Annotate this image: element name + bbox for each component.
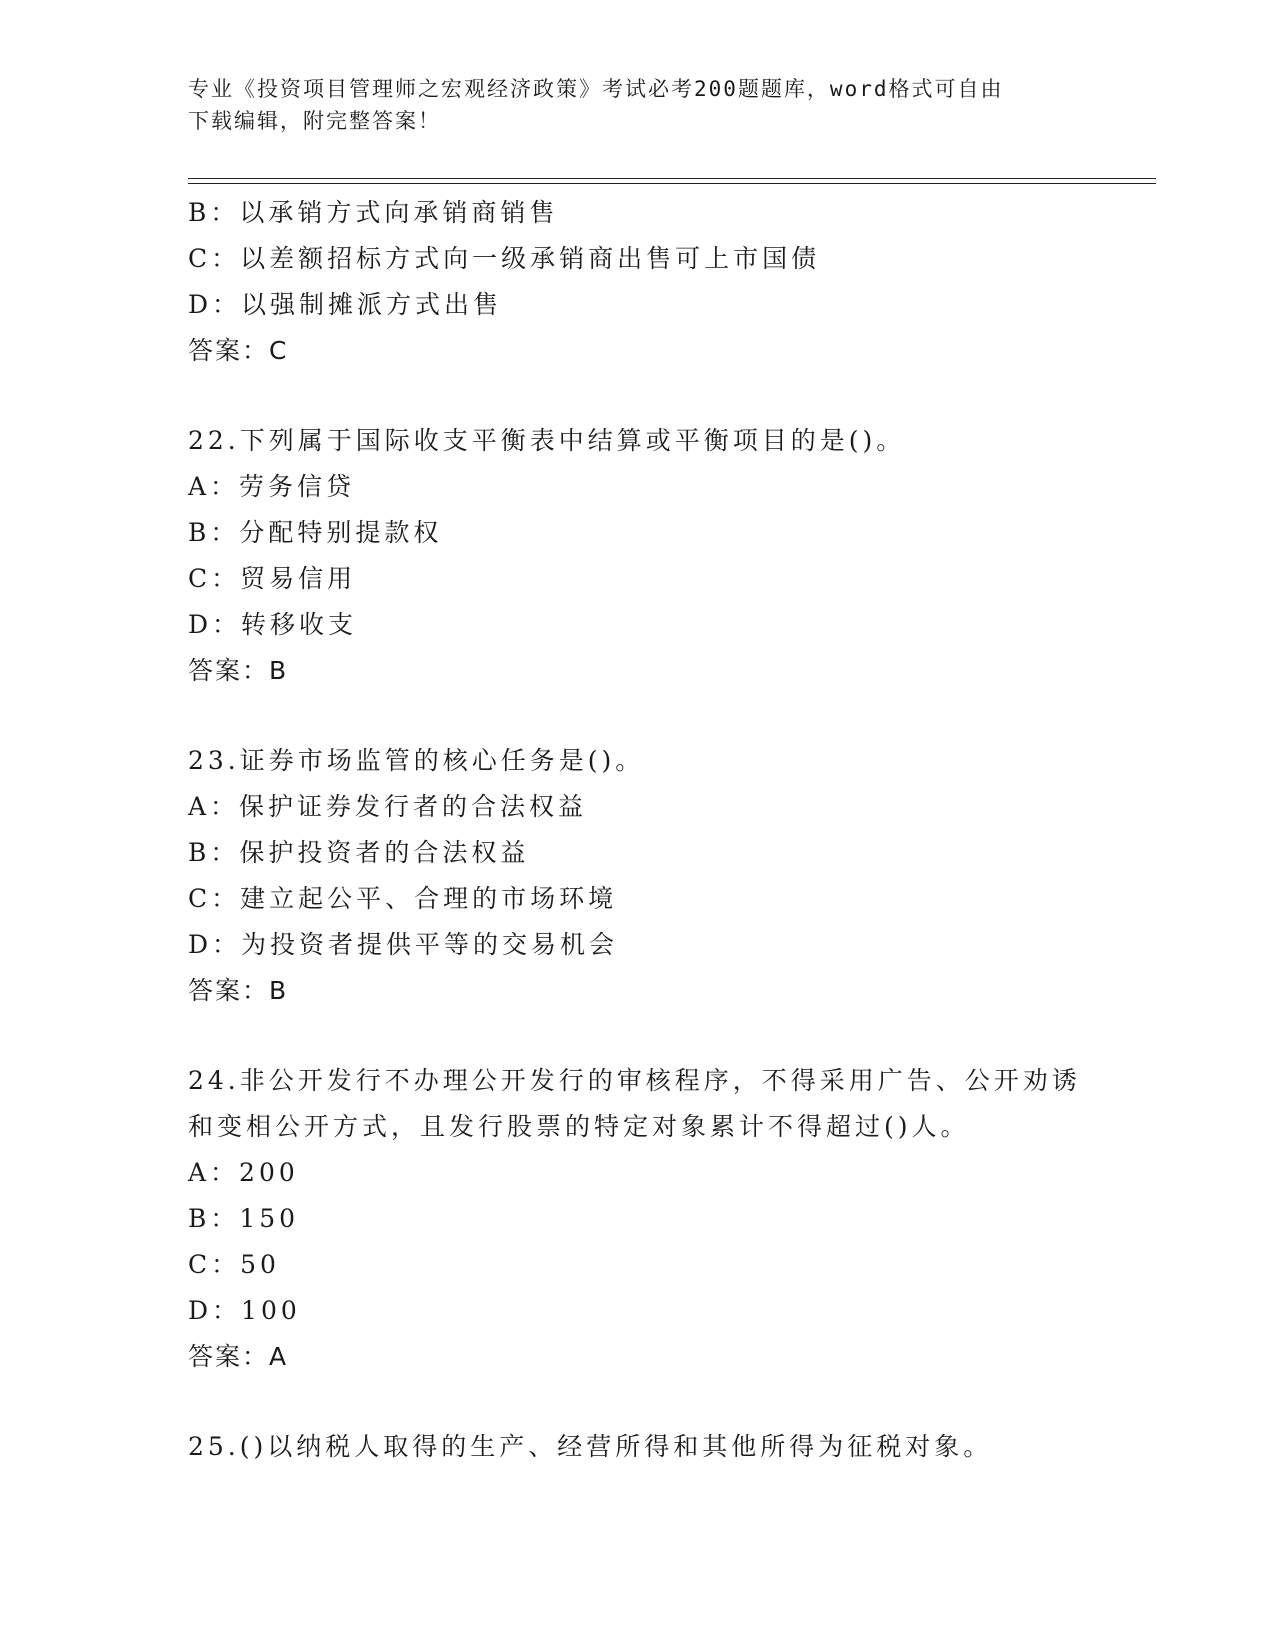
option-b: B：以承销方式向承销商销售 (188, 198, 559, 227)
question-22 (188, 418, 1088, 694)
answer: 答案：A (188, 1342, 289, 1371)
question-stem: 25.()以纳税人取得的生产、经营所得和其他所得为征税对象。 (188, 1432, 993, 1461)
option-b: B：分配特别提款权 (188, 518, 443, 547)
answer: 答案：B (188, 976, 289, 1005)
option-d: D：以强制摊派方式出售 (188, 290, 503, 319)
question-21-tail (188, 190, 1088, 374)
option-c: C：50 (188, 1250, 280, 1279)
question-stem: 22.下列属于国际收支平衡表中结算或平衡项目的是()。 (188, 426, 906, 455)
question-stem: 23.证券市场监管的核心任务是()。 (188, 746, 645, 775)
option-d: D：100 (188, 1296, 301, 1325)
question-25 (188, 1424, 1088, 1470)
option-d: D：为投资者提供平等的交易机会 (188, 930, 619, 959)
option-d: D：转移收支 (188, 610, 358, 639)
option-a: A：保护证券发行者的合法权益 (188, 792, 588, 821)
question-list (188, 190, 1088, 1470)
option-c: C：建立起公平、合理的市场环境 (188, 884, 618, 913)
header-line-1: 专业《投资项目管理师之宏观经济政策》考试必考200题题库，word格式可自由 (188, 77, 1004, 101)
question-stem-line-1: 24.非公开发行不办理公开发行的审核程序，不得采用广告、公开劝诱 (188, 1066, 1081, 1095)
answer: 答案：B (188, 656, 289, 685)
option-c: C：以差额招标方式向一级承销商出售可上市国债 (188, 244, 821, 273)
option-b: B：150 (188, 1204, 300, 1233)
option-a: A：200 (188, 1158, 299, 1187)
option-c: C：贸易信用 (188, 564, 357, 593)
question-24 (188, 1058, 1088, 1380)
header-divider (188, 178, 1156, 184)
question-stem-line-2: 和变相公开方式，且发行股票的特定对象累计不得超过()人。 (188, 1112, 970, 1141)
question-23 (188, 738, 1088, 1014)
option-b: B：保护投资者的合法权益 (188, 838, 530, 867)
document-header (188, 73, 1068, 137)
answer: 答案：C (188, 336, 289, 365)
header-line-2: 下载编辑，附完整答案！ (188, 109, 441, 133)
option-a: A：劳务信贷 (188, 472, 356, 501)
